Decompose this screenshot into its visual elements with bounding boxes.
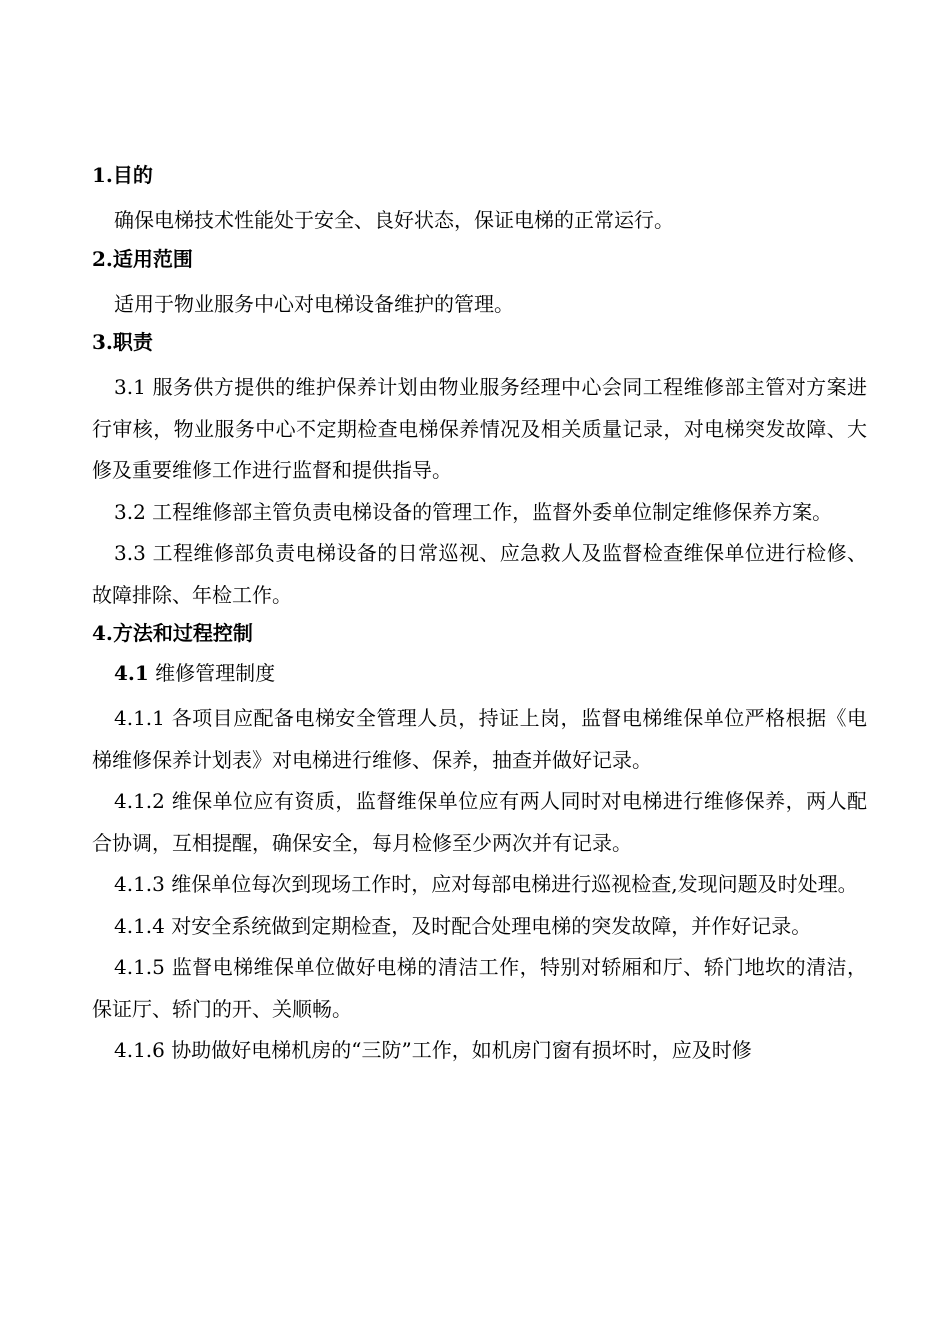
paragraph-4-1-4: 4.1.4 对安全系统做到定期检查，及时配合处理电梯的突发故障，并作好记录。 xyxy=(114,913,812,938)
paragraph-4-1-5: 4.1.5 监督电梯维保单位做好电梯的清洁工作，特别对轿厢和厅、轿门地坎的清洁，保证厅、轿门的开、关顺畅。 xyxy=(92,955,867,1021)
paragraph-purpose: 确保电梯技术性能处于安全、良好状态，保证电梯的正常运行。 xyxy=(114,208,674,232)
section-heading-purpose: 1.目的 xyxy=(92,163,153,187)
document-body xyxy=(92,160,867,1072)
paragraph-4-1-3: 4.1.3 维保单位每次到现场工作时，应对每部电梯进行巡视检查,发现问题及时处理。 xyxy=(114,872,858,896)
section-heading-responsibility: 3.职责 xyxy=(92,330,153,354)
section-heading-method: 4.方法和过程控制 xyxy=(92,621,253,645)
subsection-title: 维修管理制度 xyxy=(148,661,276,685)
paragraph-4-1-1: 4.1.1 各项目应配备电梯安全管理人员，持证上岗，监督电梯维保单位严格根据《电梯维修保养计划表》对电梯进行维修、保养，抽查并做好记录。 xyxy=(92,706,867,772)
paragraph-responsibility-3-3: 3.3 工程维修部负责电梯设备的日常巡视、应急救人及监督检查维保单位进行检修、故障排除、年检工作。 xyxy=(92,541,867,607)
subsection-number: 4.1 xyxy=(114,661,149,685)
paragraph-responsibility-3-2: 3.2 工程维修部主管负责电梯设备的管理工作，监督外委单位制定维修保养方案。 xyxy=(114,499,833,524)
section-heading-scope: 2.适用范围 xyxy=(92,246,193,271)
paragraph-scope: 适用于物业服务中心对电梯设备维护的管理。 xyxy=(114,291,514,316)
subsection-heading-4-1 xyxy=(92,658,867,688)
paragraph-4-1-2: 4.1.2 维保单位应有资质，监督维保单位应有两人同时对电梯进行维修保养，两人配合协调，互相提醒，确保安全，每月检修至少两次并有记录。 xyxy=(92,789,867,855)
paragraph-responsibility-3-1: 3.1 服务供方提供的维护保养计划由物业服务经理中心会同工程维修部主管对方案进行审核，物业服务中心不定期检查电梯保养情况及相关质量记录，对电梯突发故障、大修及重要维修工作进行监督和提供指导。 xyxy=(92,375,867,482)
paragraph-4-1-6: 4.1.6 协助做好电梯机房的“三防”工作，如机房门窗有损坏时，应及时修 xyxy=(114,1038,752,1062)
